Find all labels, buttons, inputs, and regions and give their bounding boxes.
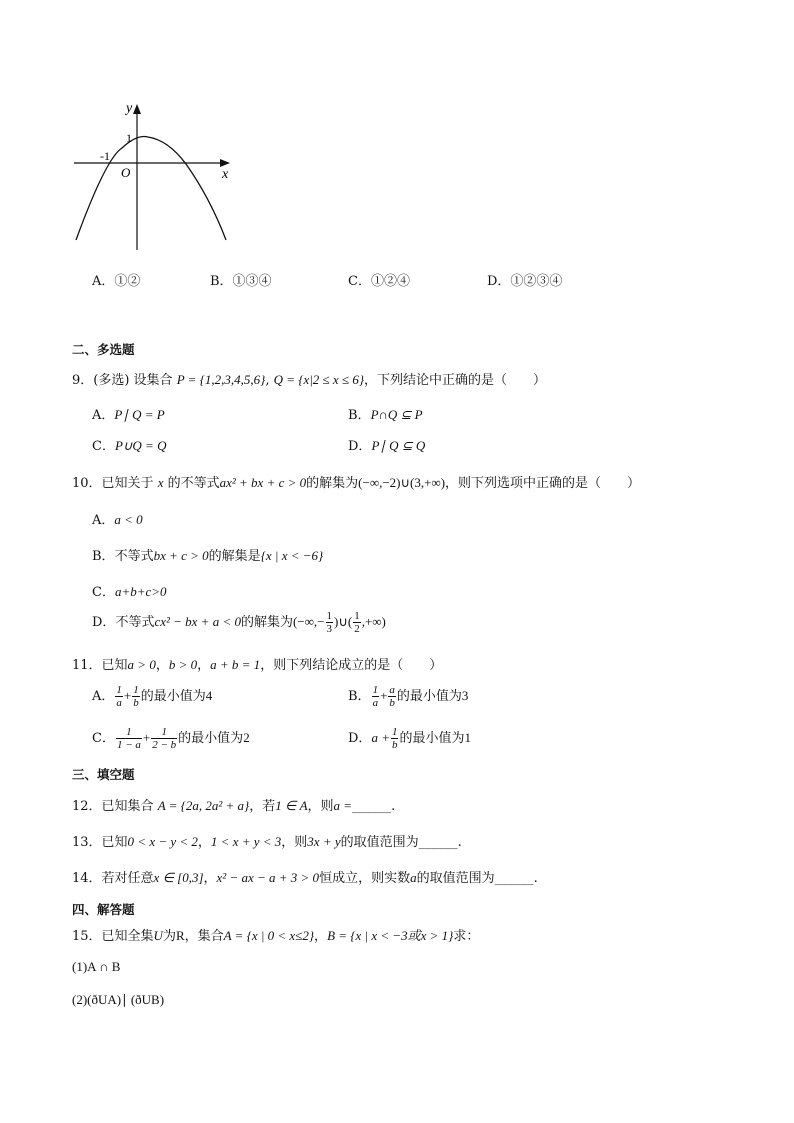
question-14 [72,867,538,886]
q10-post: ，则下列选项中正确的是（ ） [445,476,641,491]
q10-b-set: {x | x < −6} [260,548,324,563]
q10-c-math: a+b+c>0 [114,584,167,599]
section-heading-solution: 四、解答题 [72,902,135,917]
q10-a-math: a < 0 [114,512,143,527]
q9-option-b[interactable] [348,404,423,423]
section-heading-multiple-choice: 二、多选题 [72,342,135,357]
y-tick-1: 1 [126,131,132,145]
q14-sep: ， [203,871,217,886]
q9-c-label: C． [92,439,115,454]
q10-option-d[interactable] [92,610,386,635]
question-10 [72,472,640,491]
q9-set-p: P = {1,2,3,4,5,6} [176,372,266,387]
q10-option-c[interactable] [92,581,167,600]
q13-post: 的取值范围为 [340,835,419,850]
q11-pre: 11．已知 [72,658,128,673]
x-axis-label: x [222,167,229,182]
q13-mid: ，则 [281,835,308,850]
q11-option-b[interactable] [348,684,468,709]
q11-a-frac-1 [115,684,123,709]
frac-denominator: a [116,697,122,709]
q9-option-a[interactable] [92,404,165,423]
q8-option-c[interactable]: C．①②④ [348,274,410,289]
frac-denominator: b [389,697,395,709]
q11-sep1: ， [155,658,169,673]
q11-b-value: 3 [461,688,469,703]
q12-mid: ，若 [249,799,276,814]
q9-sep: , [265,373,274,388]
q10-c-label: C． [92,585,115,600]
q11-d-pre: a + [371,730,390,745]
q12-answer-blank[interactable]: ______ [352,799,392,814]
q10-d-sol-3: ,+∞) [361,614,386,629]
frac-denominator: a [372,697,379,709]
question-12 [72,795,395,814]
q11-a-label: A． [92,689,115,704]
q11-d-frac [391,726,399,751]
origin-label: O [121,165,131,180]
frac-denominator: 3 [326,623,333,635]
question-13 [72,831,462,850]
q14-answer-blank[interactable]: ______ [494,871,534,886]
q12-mid2: ，则 [307,799,334,814]
q10-option-b[interactable] [92,545,323,564]
q10-b-mid: 的解集是 [208,549,261,564]
q8-option-a[interactable]: A．①② [92,274,141,289]
q10-pre: 10．已知关于 [72,476,158,491]
q14-var: a [410,870,417,885]
q11-d-text: 的最小值为 [399,731,465,746]
q10-mid2: 的解集为 [306,476,359,491]
q10-a-label: A． [92,513,115,528]
question-9 [72,369,546,388]
q11-option-a[interactable] [92,684,212,709]
q12-var: a = [333,798,353,813]
y-axis-arrow [133,104,141,114]
q11-a-frac-2 [132,684,140,709]
q11-c-label: C． [92,731,115,746]
frac-denominator: 1 − a [116,739,141,751]
q15-pre: 15．已知全集 [72,929,154,944]
q10-d-ineq: cx² − bx + a < 0 [154,614,241,629]
q9-b-label: B． [348,408,371,423]
frac-numerator: 1 [116,726,142,739]
q15-mid2: ，集合 [184,929,224,944]
q8-option-d[interactable]: D．①②③④ [487,274,563,289]
q9-option-d[interactable] [348,435,425,454]
frac-denominator: b [133,697,139,709]
plus-sign: + [123,688,132,703]
q12-set: A = {2a, 2a² + a} [157,798,250,813]
q15-part-2: (2)(ðUA)∣ (ðUB) [72,992,165,1007]
q12-end: . [391,799,396,814]
q10-b-ineq: bx + c > 0 [153,548,209,563]
y-axis-label: y [126,101,133,116]
q11-b-text: 的最小值为 [396,689,462,704]
q10-option-a[interactable] [92,509,143,528]
q12-pre: 12．已知集合 [72,799,158,814]
q11-sep2: ， [197,658,211,673]
question-11 [72,654,442,673]
frac-numerator: 1 [151,726,177,739]
q11-d-value: 1 [464,730,471,745]
q13-sep: ， [197,835,211,850]
q10-d-mid: 的解集为 [240,615,293,630]
frac-denominator: 2 − b [152,739,177,751]
q9-d-math: P∣ Q ⊆ Q [371,438,426,453]
frac-numerator: 1 [326,610,333,622]
q11-option-d[interactable] [348,726,471,751]
q11-a-text: 的最小值为 [140,689,206,704]
q14-post: 恒成立，则实数 [319,871,411,886]
q15-sep: ， [314,929,328,944]
q10-b-label: B． [92,549,115,564]
q9-a-math: P∣ Q = P [114,407,165,422]
q11-post: ，则下列结论成立的是（ ） [260,658,443,673]
q10-d-sol-2: )∪( [334,614,353,629]
q11-b-frac-2 [388,684,396,709]
frac-numerator: 1 [391,726,398,738]
q9-stem-post: ，下列结论中正确的是（ ） [364,373,547,388]
q10-d-pre: 不等式 [115,615,155,630]
q11-c-frac-1 [116,726,142,751]
q13-answer-blank[interactable]: ______ [418,835,458,850]
plus-sign: + [142,730,151,745]
q11-b-frac-1 [372,684,380,709]
q9-option-c[interactable] [92,435,166,454]
q11-d-label: D． [348,731,372,746]
q15-set-b: B = {x | x < −3或x > 1} [327,928,454,943]
q11-cond-3: a + b = 1 [210,657,261,672]
parabola-graph [70,98,240,258]
q10-inequality: ax² + bx + c > 0 [219,475,307,490]
plus-sign: + [380,688,388,703]
q10-d-frac-1 [326,610,334,635]
q10-b-pre: 不等式 [114,549,154,564]
q15-mid: 为 [162,929,176,944]
q11-b-label: B． [348,689,371,704]
q9-a-label: A． [92,408,115,423]
frac-numerator: 1 [372,684,379,696]
q15-part-1: (1)A ∩ B [72,959,121,974]
q10-mid: 的不等式 [163,476,220,491]
q14-post2: 的取值范围为 [416,871,495,886]
q11-a-value: 4 [205,688,213,703]
q11-c-value: 2 [243,730,250,745]
q9-c-math: P∪Q = Q [114,438,167,453]
q10-solution: (−∞,−2)∪(3,+∞) [358,475,446,490]
q11-c-frac-2 [151,726,177,751]
q15-post: 求： [453,929,480,944]
q8-option-b[interactable]: B．①③④ [210,274,272,289]
q11-cond-2: b > 0 [168,657,198,672]
q14-ineq: x² − ax − a + 3 > 0 [216,870,320,885]
q9-set-q: Q = {x|2 ≤ x ≤ 6} [273,372,365,387]
q11-cond-1: a > 0 [127,657,156,672]
x-tick-minus1: -1 [100,149,110,163]
q12-cond: 1 ∈ A [275,798,308,813]
q13-expr: 3x + y [307,834,341,849]
q13-end: . [457,835,462,850]
question-15 [72,925,479,944]
q10-d-frac-2 [353,610,361,635]
q13-pre: 13．已知 [72,835,128,850]
q11-c-text: 的最小值为 [178,731,244,746]
x-axis-arrow [220,159,230,167]
q15-u: U [153,928,163,943]
q9-b-math: P∩Q ⊆ P [370,407,423,422]
q14-end: . [533,871,538,886]
q9-d-label: D． [348,439,372,454]
frac-numerator: 1 [133,684,139,696]
frac-numerator: a [389,684,395,696]
q14-pre: 14．若对任意 [72,871,154,886]
frac-numerator: 1 [354,610,360,622]
q13-cond-2: 1 < x + y < 3 [210,834,282,849]
q10-d-label: D． [92,615,116,630]
section-heading-fill-blank: 三、填空题 [72,767,135,782]
q15-set-a: A = {x | 0 < x≤2} [223,928,315,943]
q13-cond-1: 0 < x − y < 2 [127,834,198,849]
frac-denominator: 2 [354,623,360,635]
q14-cond: x ∈ [0,3] [153,870,204,885]
q10-d-sol-1: (−∞,− [293,614,325,629]
frac-denominator: b [391,739,398,751]
q15-r: R [175,928,185,943]
q9-stem: 9．(多选) 设集合 [72,373,177,388]
parabola-curve [76,136,226,240]
frac-numerator: 1 [116,684,122,696]
q10-var-x: x [157,475,164,490]
q11-option-c[interactable] [92,726,250,751]
